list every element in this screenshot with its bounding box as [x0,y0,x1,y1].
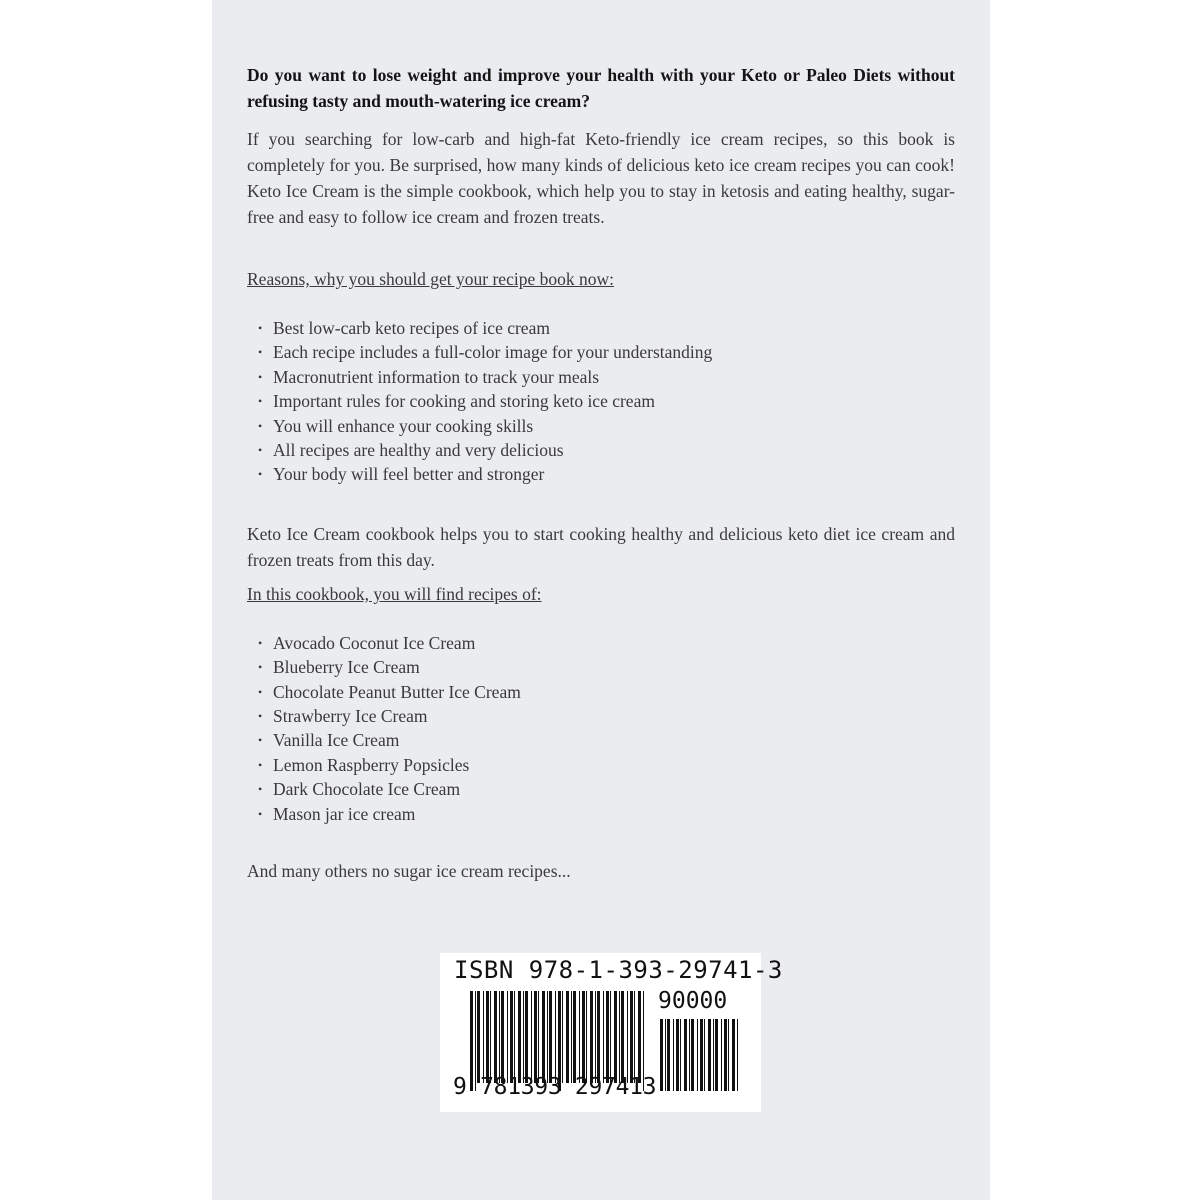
list-item: • Dark Chocolate Ice Cream [255,777,955,801]
bullet-icon: • [258,709,263,724]
barcode-bar [732,1019,735,1091]
barcode-bar [721,1019,722,1091]
list-item: • Your body will feel better and stronger [255,462,955,486]
list-item: • Lemon Raspberry Popsicles [255,753,955,777]
barcode-bar [708,1019,711,1091]
list-item: • Best low-carb keto recipes of ice cream [255,316,955,340]
barcode-bar [518,991,521,1083]
barcode-bar [483,991,484,1083]
barcode-bar [684,1019,687,1091]
bullet-icon: • [258,321,263,335]
barcode-bar [579,991,580,1083]
barcode-bar [590,991,593,1083]
barcode-bar [728,1019,729,1091]
bullet-icon: • [258,684,263,699]
barcode-bar [501,991,504,1083]
barcode-bar [676,1019,679,1091]
barcode-bar [606,991,609,1083]
bullet-icon: • [258,467,263,482]
barcode-bar [586,991,587,1083]
barcode-bar [704,1019,705,1091]
closing-line: And many others no sugar ice cream recipes... [247,861,571,882]
bullet-icon: • [258,443,263,458]
bullet-icon: • [258,782,263,797]
barcode-bar [634,991,635,1083]
barcode-bar [627,991,628,1083]
barcode-bar [665,1019,666,1091]
bullet-icon: • [258,660,263,675]
barcode-bar [700,1019,703,1091]
list-item: • All recipes are healthy and very delicious [255,438,955,462]
list-item: • You will enhance your cooking skills [255,414,955,438]
list-item: • Each recipe includes a full-color image for your understanding [255,340,955,364]
barcode-bar [638,991,641,1083]
barcode-bar [603,991,604,1083]
barcode-bar [555,991,556,1083]
isbn-barcode-block [440,953,783,1112]
barcode-bar [680,1019,681,1091]
barcode-bar [673,1019,674,1091]
bullet-icon: • [258,806,263,821]
barcode-bar [486,991,489,1083]
barcode-bar [514,991,515,1083]
barcode-bar [534,991,537,1083]
cover-headline: Do you want to lose weight and improve your health with your Keto or Paleo Diets without refusing tasty and mouth-watering ice cream? [247,65,955,111]
bullet-icon: • [258,757,263,772]
barcode-bar [630,991,633,1083]
barcode-bar [507,991,508,1083]
barcode-bar [571,991,572,1083]
bullet-icon: • [258,418,263,433]
barcode-bar [549,991,552,1083]
barcode-bar [667,1019,670,1091]
list-item: • Chocolate Peanut Butter Ice Cream [255,680,955,704]
list-item: • Strawberry Ice Cream [255,704,955,728]
list-item: • Mason jar ice cream [255,802,955,826]
recipes-heading: In this cookbook, you will find recipes of: [247,583,542,604]
summary-paragraph: Keto Ice Cream cookbook helps you to start cooking healthy and delicious keto diet ice cream and frozen treats from this day. [247,523,955,570]
bullet-icon: • [258,733,263,748]
barcode-bar [538,991,539,1083]
barcode-bar [697,1019,698,1091]
cover-text [247,62,955,884]
isbn-label: ISBN 978-1-393-29741-3 [454,956,783,984]
barcode-bar [499,991,500,1083]
price-addon-label: 90000 [658,988,728,1014]
bullet-icon: • [258,635,263,650]
barcode-bar [713,1019,714,1091]
list-item: • Vanilla Ice Cream [255,728,955,752]
barcode-bar [610,991,611,1083]
list-item: • Macronutrient information to track your meals [255,365,955,389]
barcode-bar [691,1019,694,1091]
barcode-bar [689,1019,690,1091]
barcode-bar [494,991,497,1083]
barcode-bar [597,991,600,1083]
barcode-bar [573,991,576,1083]
intro-paragraph: If you searching for low-carb and high-fat Keto-friendly ice cream recipes, so this book is completely for you. Be surprised, how many kinds of delicious keto ice cream recipes you can cook! Keto Ice Cream is the simple cookbook, which help you to stay in ketosis and eating healthy, sugar-free and easy to follow ice cream and frozen treats. [247,129,955,227]
barcode-bar [724,1019,727,1091]
barcode-bar [595,991,596,1083]
barcode-bar [737,1019,738,1091]
barcode-bar [490,991,491,1083]
recipes-list [247,631,955,826]
barcode-bar [523,991,524,1083]
barcode-bar [566,991,569,1083]
barcode-bar [621,991,624,1083]
barcode-bar [510,991,513,1083]
addon-barcode [660,1019,738,1091]
barcode-bar [562,991,563,1083]
barcode-bar [619,991,620,1083]
barcode-bar [547,991,548,1083]
reasons-list [247,316,955,487]
barcode-bar [525,991,528,1083]
barcode-bar [614,991,617,1083]
reasons-heading: Reasons, why you should get your recipe book now: [247,269,614,289]
barcode-bar [582,991,585,1083]
barcode-bar [542,991,545,1083]
barcode-digits: 9 781393 297413 [453,1074,657,1100]
bullet-icon: • [258,394,263,409]
list-item: • Blueberry Ice Cream [255,655,955,679]
barcode-bar [660,1019,663,1091]
list-item: • Avocado Coconut Ice Cream [255,631,955,655]
barcode-bar [531,991,532,1083]
barcode-bar [715,1019,718,1091]
list-item: • Important rules for cooking and storing keto ice cream [255,389,955,413]
bullet-icon: • [258,345,263,360]
bullet-icon: • [258,369,263,384]
barcode-bar [477,991,480,1083]
